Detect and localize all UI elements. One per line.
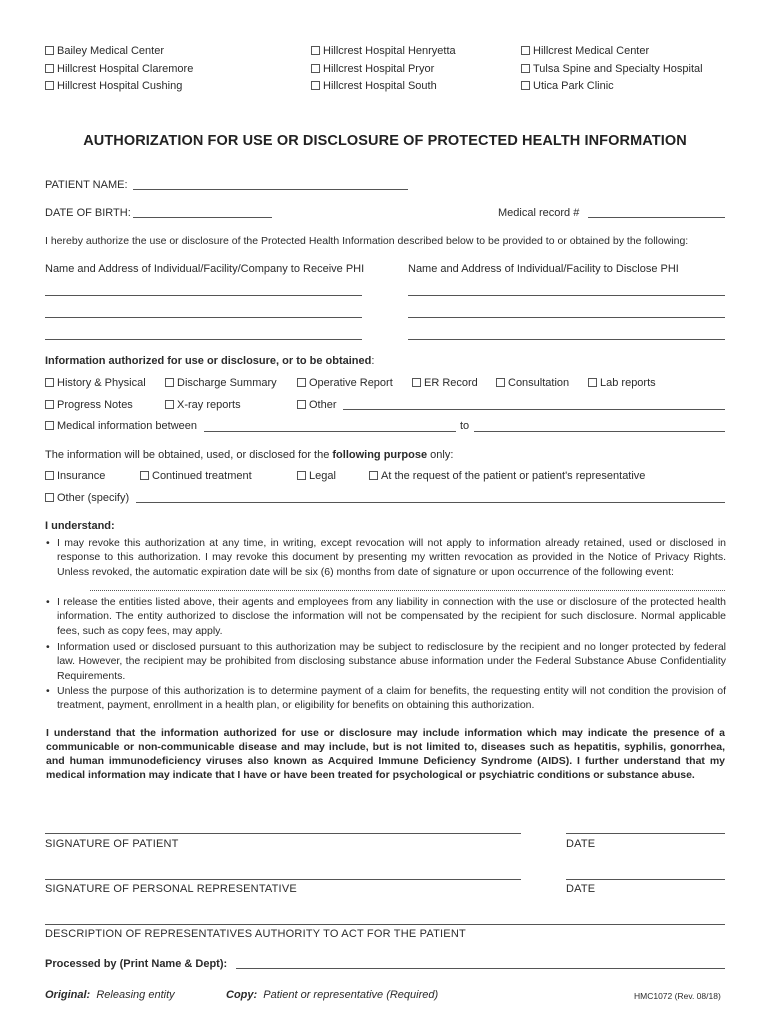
processed-field[interactable] [236,968,725,969]
checkbox-icon[interactable] [297,378,306,387]
disclosure-acknowledgement: I understand that the information authorized for use or disclosure may include information which may indicate the presence of a communicable or non-communicable disease and may include, but is not limited to, diseases such as hepatitis, syphilis, gonorrhea, and human immunodeficiency viruses also known as Acquired Immune Deficiency Syndrome (AIDS). I further understand that my medical information may indicate that I have or have been treated for psychological or psychiatric conditions or substance abuse. [46,727,725,781]
representative-date-field[interactable] [566,879,725,880]
info-checkbox-history[interactable]: History & Physical [45,377,146,389]
patient-name-field[interactable] [133,189,408,190]
facility-checkbox-tulsa-spine[interactable]: Tulsa Spine and Specialty Hospital [521,63,703,75]
medical-record-field[interactable] [588,217,725,218]
facility-checkbox-pryor[interactable]: Hillcrest Hospital Pryor [311,63,434,75]
checkbox-icon[interactable] [140,471,149,480]
checkbox-icon[interactable] [45,64,54,73]
processed-label: Processed by (Print Name & Dept): [45,958,228,970]
info-checkbox-er[interactable]: ER Record [412,377,478,389]
description-label: DESCRIPTION OF REPRESENTATIVES AUTHORITY TO ACT FOR THE PATIENT [45,928,466,940]
date-label: DATE [566,883,596,895]
medical-between-to-field[interactable] [474,431,725,432]
facility-checkbox-utica[interactable]: Utica Park Clinic [521,80,614,92]
expiration-event-field[interactable] [90,590,725,591]
checkbox-icon[interactable] [412,378,421,387]
checkbox-icon[interactable] [311,81,320,90]
bullet-icon: • [46,685,50,697]
facility-checkbox-henryetta[interactable]: Hillcrest Hospital Henryetta [311,45,456,57]
understand-bullet: • I release the entities listed above, their agents and employees from any liability in connection with the use or disclosure of the protected health information. The entity authorized to disclose the information will not be compensated by the recipient for such disclosure. Normal applicable fees, such as copy fees, may apply. [46,596,726,637]
checkbox-icon[interactable] [369,471,378,480]
checkbox-icon[interactable] [45,46,54,55]
info-checkbox-lab[interactable]: Lab reports [588,377,656,389]
disclose-field-line[interactable] [408,339,725,340]
checkbox-icon[interactable] [45,421,54,430]
copy-note: Copy: Patient or representative (Required) [226,989,439,1001]
checkbox-icon[interactable] [165,378,174,387]
checkbox-icon[interactable] [297,471,306,480]
purpose-other-field[interactable] [136,502,725,503]
signature-rep-label: SIGNATURE OF PERSONAL REPRESENTATIVE [45,883,297,895]
patient-date-field[interactable] [566,833,725,834]
checkbox-icon[interactable] [311,46,320,55]
info-checkbox-medical-between[interactable]: Medical information between [45,420,197,432]
bullet-icon: • [46,537,50,549]
facility-checkbox-claremore[interactable]: Hillcrest Hospital Claremore [45,63,193,75]
bullet-icon: • [46,596,50,608]
checkbox-icon[interactable] [311,64,320,73]
checkbox-icon[interactable] [297,400,306,409]
understand-bullet: • I may revoke this authorization at any time, in writing, except revocation will not apply to information already retained, used or disclosed in response to this authorization. I may revoke this document by presenting my written revocation as provided in the Notice of Privacy Rights. Unless revoked, the automatic expiration date will be six (6) months from date of signature or upon occurrence of the following event: [46,537,726,578]
checkbox-icon[interactable] [165,400,174,409]
checkbox-icon[interactable] [588,378,597,387]
info-checkbox-other[interactable]: Other [297,399,337,411]
checkbox-icon[interactable] [45,81,54,90]
purpose-checkbox-legal[interactable]: Legal [297,470,336,482]
purpose-checkbox-insurance[interactable]: Insurance [45,470,105,482]
facility-checkbox-hillcrest-medical[interactable]: Hillcrest Medical Center [521,45,649,57]
checkbox-icon[interactable] [45,493,54,502]
info-heading: Information authorized for use or disclosure, or to be obtained: [45,355,375,367]
checkbox-icon[interactable] [496,378,505,387]
dob-field[interactable] [133,217,272,218]
understand-heading: I understand: [45,520,115,532]
form-number: HMC1072 (Rev. 08/18) [634,991,721,1001]
form-title: AUTHORIZATION FOR USE OR DISCLOSURE OF PROTECTED HEALTH INFORMATION [83,133,687,149]
authorize-text: I hereby authorize the use or disclosure of the Protected Health Information described below to be provided to or obtained by the following: [45,235,689,247]
date-label: DATE [566,838,596,850]
info-checkbox-discharge[interactable]: Discharge Summary [165,377,277,389]
representative-signature-field[interactable] [45,879,521,880]
disclose-field-line[interactable] [408,295,725,296]
info-checkbox-xray[interactable]: X-ray reports [165,399,241,411]
facility-checkbox-south[interactable]: Hillcrest Hospital South [311,80,437,92]
receive-field-line[interactable] [45,339,362,340]
medical-record-label: Medical record # [498,207,580,219]
info-checkbox-progress[interactable]: Progress Notes [45,399,133,411]
patient-name-label: PATIENT NAME: [45,179,128,191]
checkbox-icon[interactable] [45,400,54,409]
to-label: to [460,420,470,432]
facility-checkbox-bailey[interactable]: Bailey Medical Center [45,45,164,57]
checkbox-icon[interactable] [521,64,530,73]
checkbox-icon[interactable] [45,378,54,387]
disclose-field-line[interactable] [408,317,725,318]
disclose-label: Name and Address of Individual/Facility to Disclose PHI [408,263,679,275]
signature-patient-label: SIGNATURE OF PATIENT [45,838,179,850]
facility-checkbox-cushing[interactable]: Hillcrest Hospital Cushing [45,80,182,92]
understand-bullet: • Information used or disclosed pursuant to this authorization may be subject to redisclosure by the recipient and no longer protected by federal law. However, the recipient may be prohibited from disclosing substance abuse information under the Federal Substance Abuse Confidentiality Requirements. [46,641,726,682]
understand-bullet: • Unless the purpose of this authorization is to determine payment of a claim for benefits, the requesting entity will not condition the provision of treatment, payment, enrollment in a health plan, or eligibility for benefits on obtaining this authorization. [46,685,726,712]
medical-between-from-field[interactable] [204,431,456,432]
receive-field-line[interactable] [45,317,362,318]
purpose-checkbox-other[interactable]: Other (specify) [45,492,129,504]
purpose-checkbox-continued[interactable]: Continued treatment [140,470,252,482]
purpose-text: The information will be obtained, used, or disclosed for the following purpose only: [45,449,454,461]
dob-label: DATE OF BIRTH: [45,207,131,219]
checkbox-icon[interactable] [521,81,530,90]
receive-label: Name and Address of Individual/Facility/Company to Receive PHI [45,263,365,275]
checkbox-icon[interactable] [521,46,530,55]
purpose-checkbox-request[interactable]: At the request of the patient or patient's representative [369,470,645,482]
representative-authority-field[interactable] [45,924,725,925]
bullet-icon: • [46,641,50,653]
original-note: Original: Releasing entity [45,989,175,1001]
patient-signature-field[interactable] [45,833,521,834]
info-checkbox-operative[interactable]: Operative Report [297,377,393,389]
receive-field-line[interactable] [45,295,362,296]
info-other-field[interactable] [343,409,725,410]
info-checkbox-consultation[interactable]: Consultation [496,377,569,389]
checkbox-icon[interactable] [45,471,54,480]
